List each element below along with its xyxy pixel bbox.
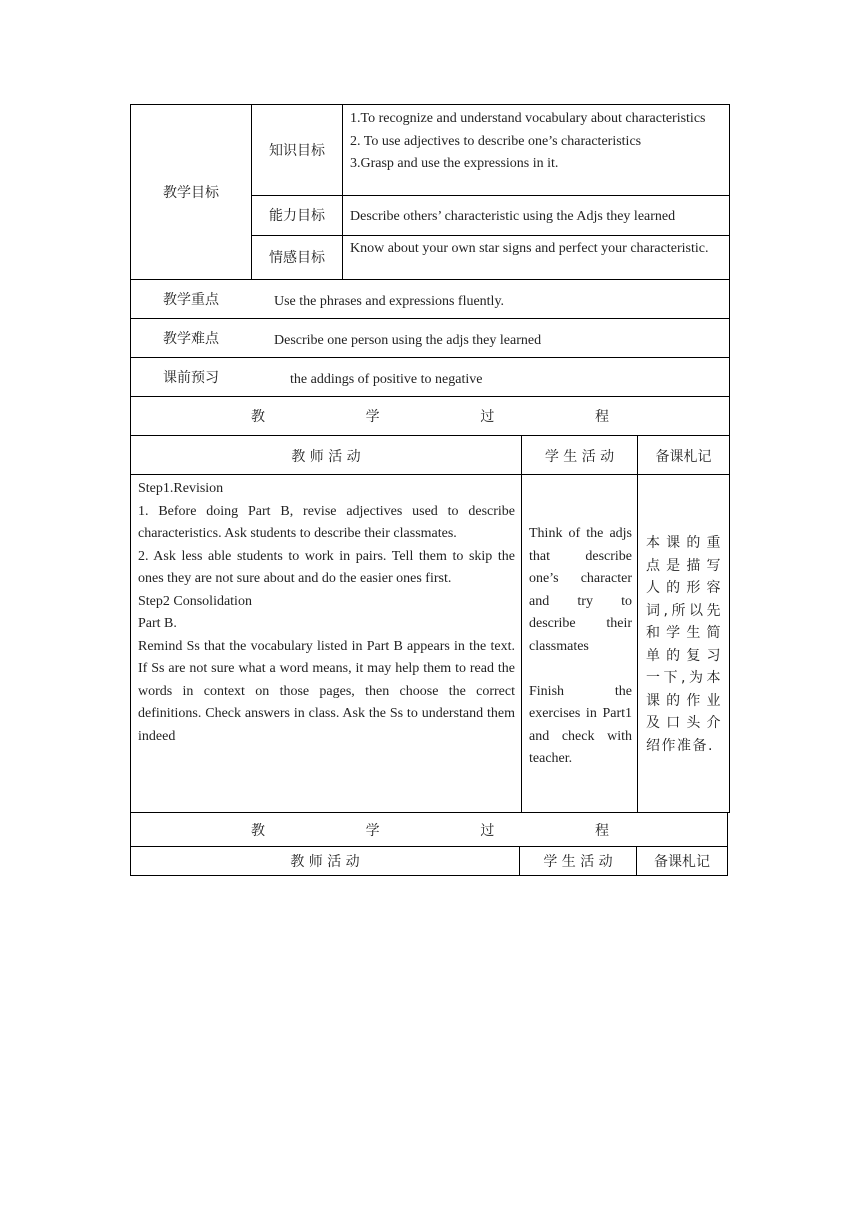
ability-objective-text: Describe others’ characteristic using the Adjs they learned <box>350 209 676 224</box>
teacher-activity-header: 教 师 活 动 <box>291 449 361 465</box>
knowledge-objective-item: 2. To use adjectives to describe one’s characteristics <box>350 133 642 149</box>
emotion-objective-label: 情感目标 <box>269 250 325 266</box>
process2-title-char: 程 <box>594 823 609 839</box>
student-activity-header: 学 生 活 动 <box>544 449 615 465</box>
process-title <box>251 406 609 428</box>
objectives-label: 教学目标 <box>163 185 219 201</box>
process2-notes-header: 备课札记 <box>654 854 710 870</box>
process-title-char: 程 <box>594 409 609 425</box>
process2-title-char: 学 <box>365 823 380 839</box>
difficulties-label: 教学难点 <box>163 331 219 347</box>
student-activity-content <box>529 523 632 771</box>
knowledge-objective-list <box>350 108 723 176</box>
preview-text: the addings of positive to negative <box>290 372 483 387</box>
teacher-activity-paragraph: 1. Before doing Part B, revise adjectives used to describe characteristics. Ask students to describe their classmates. <box>138 503 515 541</box>
teacher-activity-paragraph: Part B. <box>138 616 177 631</box>
teacher-activity-paragraph: Step2 Consolidation <box>138 593 252 609</box>
preview-label: 课前预习 <box>163 370 219 386</box>
ability-objective-label: 能力目标 <box>269 208 325 224</box>
difficulties-text: Describe one person using the adjs they learned <box>274 333 542 348</box>
process2-title-char: 过 <box>480 823 495 839</box>
student-activity-paragraph: Finish the exercises in Part1 and check with teacher. <box>529 683 632 766</box>
emotion-objective-text: Know about your own star signs and perfect your characteristic. <box>350 241 709 256</box>
knowledge-objective-item: 3.Grasp and use the expressions in it. <box>350 156 559 171</box>
teacher-activity-paragraph: Step1.Revision <box>138 481 224 496</box>
process2-student-header: 学 生 活 动 <box>543 854 613 870</box>
notes-header: 备课札记 <box>655 449 712 465</box>
process2-title <box>251 820 609 842</box>
teacher-activity-content <box>138 478 515 748</box>
key-points-label: 教学重点 <box>163 292 219 308</box>
key-points-text: Use the phrases and expressions fluently. <box>274 294 505 309</box>
teacher-activity-paragraph: 2. Ask less able students to work in pairs. Tell them to skip the ones they are not sure about and do the easier ones first. <box>138 548 515 586</box>
process2-teacher-header: 教 师 活 动 <box>290 854 360 870</box>
process-title-char: 过 <box>480 409 495 425</box>
process2-title-char: 教 <box>251 823 265 839</box>
process-title-char: 学 <box>365 409 380 425</box>
knowledge-objective-label: 知识目标 <box>269 143 325 159</box>
teacher-activity-paragraph: Remind Ss that the vocabulary listed in Part B appears in the text. If Ss are not sure what a word means, it may help them to read the words in context on those pages, then choose the correct definitions. Check answers in class. Ask the Ss to understand them indeed <box>138 638 515 744</box>
student-activity-paragraph: Think of the adjs that describe one’s character and try to describe their classmates <box>529 526 632 654</box>
notes-content: 本课的重点是描写人的形容词,所以先和学生简单的复习一下,为本课的作业及口头介绍作准备. <box>646 535 722 754</box>
knowledge-objective-item: 1.To recognize and understand vocabulary about characteristics <box>350 111 706 126</box>
process-title-char: 教 <box>251 409 265 425</box>
